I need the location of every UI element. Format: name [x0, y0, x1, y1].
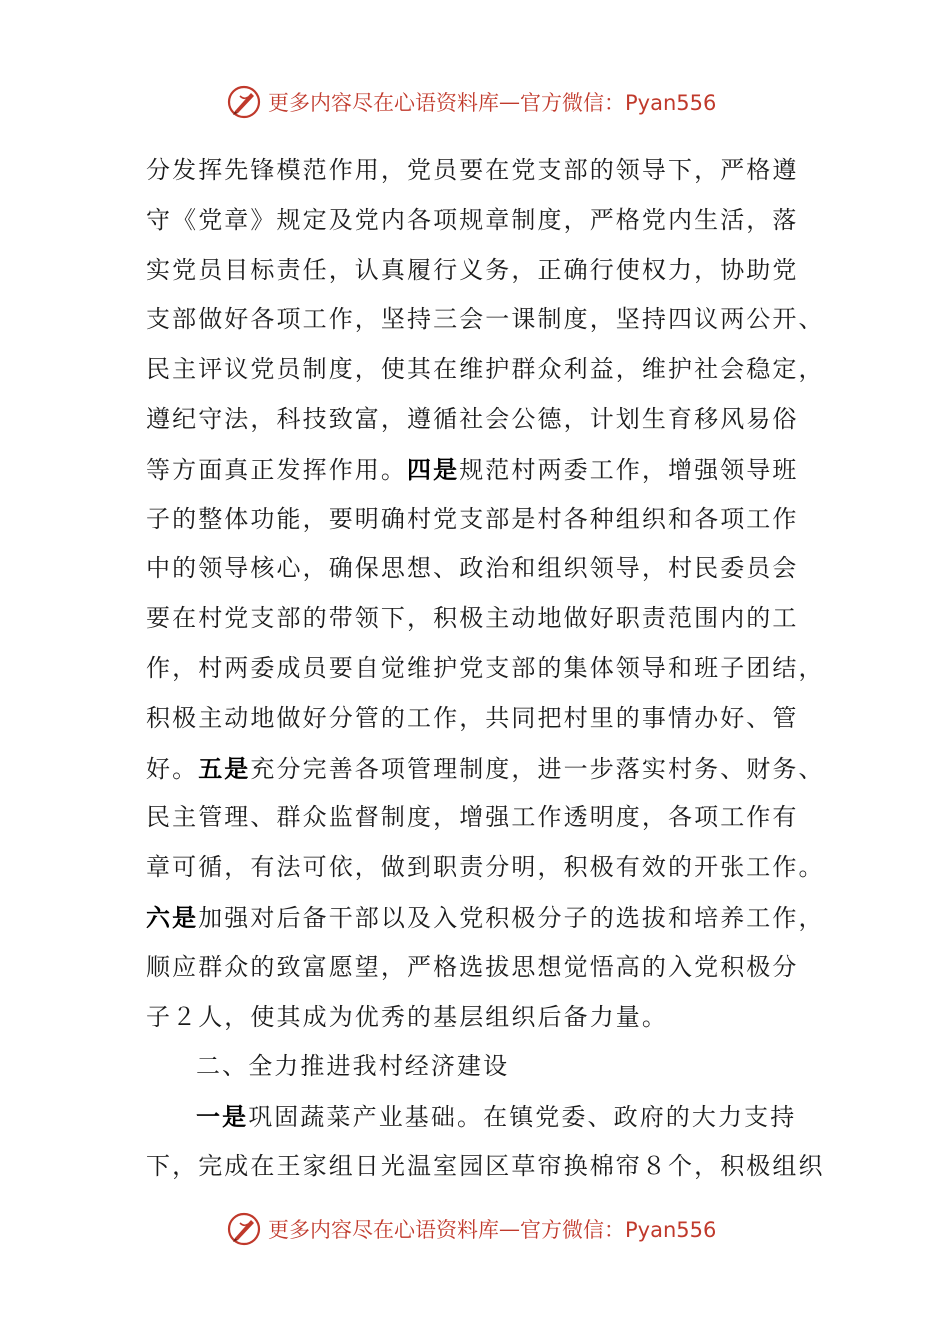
text-line [146, 395, 806, 445]
banner-dash: — [499, 1217, 520, 1241]
text-segment: 实党员目标责任，认真履行义务，正确行使权力，协助党 [146, 255, 799, 284]
text-line [146, 1042, 806, 1092]
text-line [146, 246, 806, 296]
text-segment: 二、全力推进我村经济建设 [196, 1052, 510, 1081]
text-segment: 遵纪守法，科技致富，遵循社会公德，计划生育移风易俗 [146, 404, 799, 433]
header-watermark-banner [226, 82, 746, 122]
text-line [146, 843, 825, 893]
text-segment: 巩固蔬菜产业基础。在镇党委、政府的大力支持 [248, 1103, 797, 1132]
text-line [146, 594, 806, 644]
bold-lead-phrase: 一是 [196, 1102, 249, 1132]
text-segment: 下，完成在王家组日光温室园区草帘换棉帘８个，积极组织 [146, 1151, 825, 1180]
text-segment: 守《党章》规定及党内各项规章制度，严格党内生活，落 [146, 205, 799, 234]
text-segment: 要在村党支部的带领下，积极主动地做好职责范围内的工 [146, 604, 799, 633]
bold-lead-phrase: 五是 [198, 753, 251, 783]
text-line [146, 146, 806, 196]
text-segment: 分发挥先锋模范作用，党员要在党支部的领导下，严格遵 [146, 156, 799, 184]
text-line [146, 893, 825, 943]
banner-main-text: 更多内容尽在心语资料库 [268, 1218, 499, 1242]
text-segment: 民主管理、群众监督制度，增强工作透明度，各项工作有 [146, 803, 799, 832]
text-segment: 章可循，有法可依，做到职责分明，积极有效的开张工作。 [146, 853, 825, 882]
text-segment: 顺应群众的致富愿望，严格选拔思想觉悟高的入党积极分 [146, 952, 799, 981]
text-segment: 子２人，使其成为优秀的基层组织后备力量。 [146, 1002, 668, 1031]
text-line [146, 744, 825, 794]
text-segment: 作，村两委成员要自觉维护党支部的集体领导和班子团结， [146, 653, 825, 682]
text-line [146, 943, 806, 993]
text-segment: 积极主动地做好分管的工作，共同把村里的事情办好、管 [146, 703, 799, 732]
text-line [146, 793, 806, 843]
banner-contact-text: 官方微信：Pyan556 [520, 1218, 717, 1242]
bold-lead-phrase: 四是 [407, 454, 460, 484]
text-line [146, 495, 806, 545]
text-line [146, 544, 806, 594]
text-segment: 子的整体功能，要明确村党支部是村各种组织和各项工作 [146, 504, 799, 533]
text-segment: 支部做好各项工作，坚持三会一课制度，坚持四议两公开、 [146, 305, 825, 334]
pen-logo-icon [226, 1211, 262, 1247]
text-line [146, 993, 806, 1043]
text-line [146, 1142, 825, 1192]
text-line [146, 644, 825, 694]
text-line [146, 295, 825, 345]
document-body [146, 146, 825, 1192]
bold-lead-phrase: 六是 [146, 902, 199, 932]
text-segment: 规范村两委工作，增强领导班 [459, 455, 799, 484]
text-line [146, 345, 825, 395]
text-segment: 好。 [146, 754, 199, 783]
banner-main-text: 更多内容尽在心语资料库 [268, 91, 499, 115]
text-line [146, 1092, 806, 1142]
pen-logo-icon [226, 84, 262, 120]
text-line [146, 445, 806, 495]
text-line [146, 196, 806, 246]
text-segment: 民主评议党员制度，使其在维护群众利益，维护社会稳定， [146, 355, 825, 384]
banner-contact-text: 官方微信：Pyan556 [520, 91, 717, 115]
text-segment: 等方面真正发挥作用。 [146, 455, 407, 484]
text-segment: 加强对后备干部以及入党积极分子的选拔和培养工作， [198, 903, 825, 932]
footer-watermark-banner [226, 1209, 746, 1249]
text-line [146, 694, 806, 744]
banner-dash: — [499, 90, 520, 114]
text-segment: 中的领导核心，确保思想、政治和组织领导，村民委员会 [146, 554, 799, 583]
text-segment: 充分完善各项管理制度，进一步落实村务、财务、 [250, 754, 825, 783]
